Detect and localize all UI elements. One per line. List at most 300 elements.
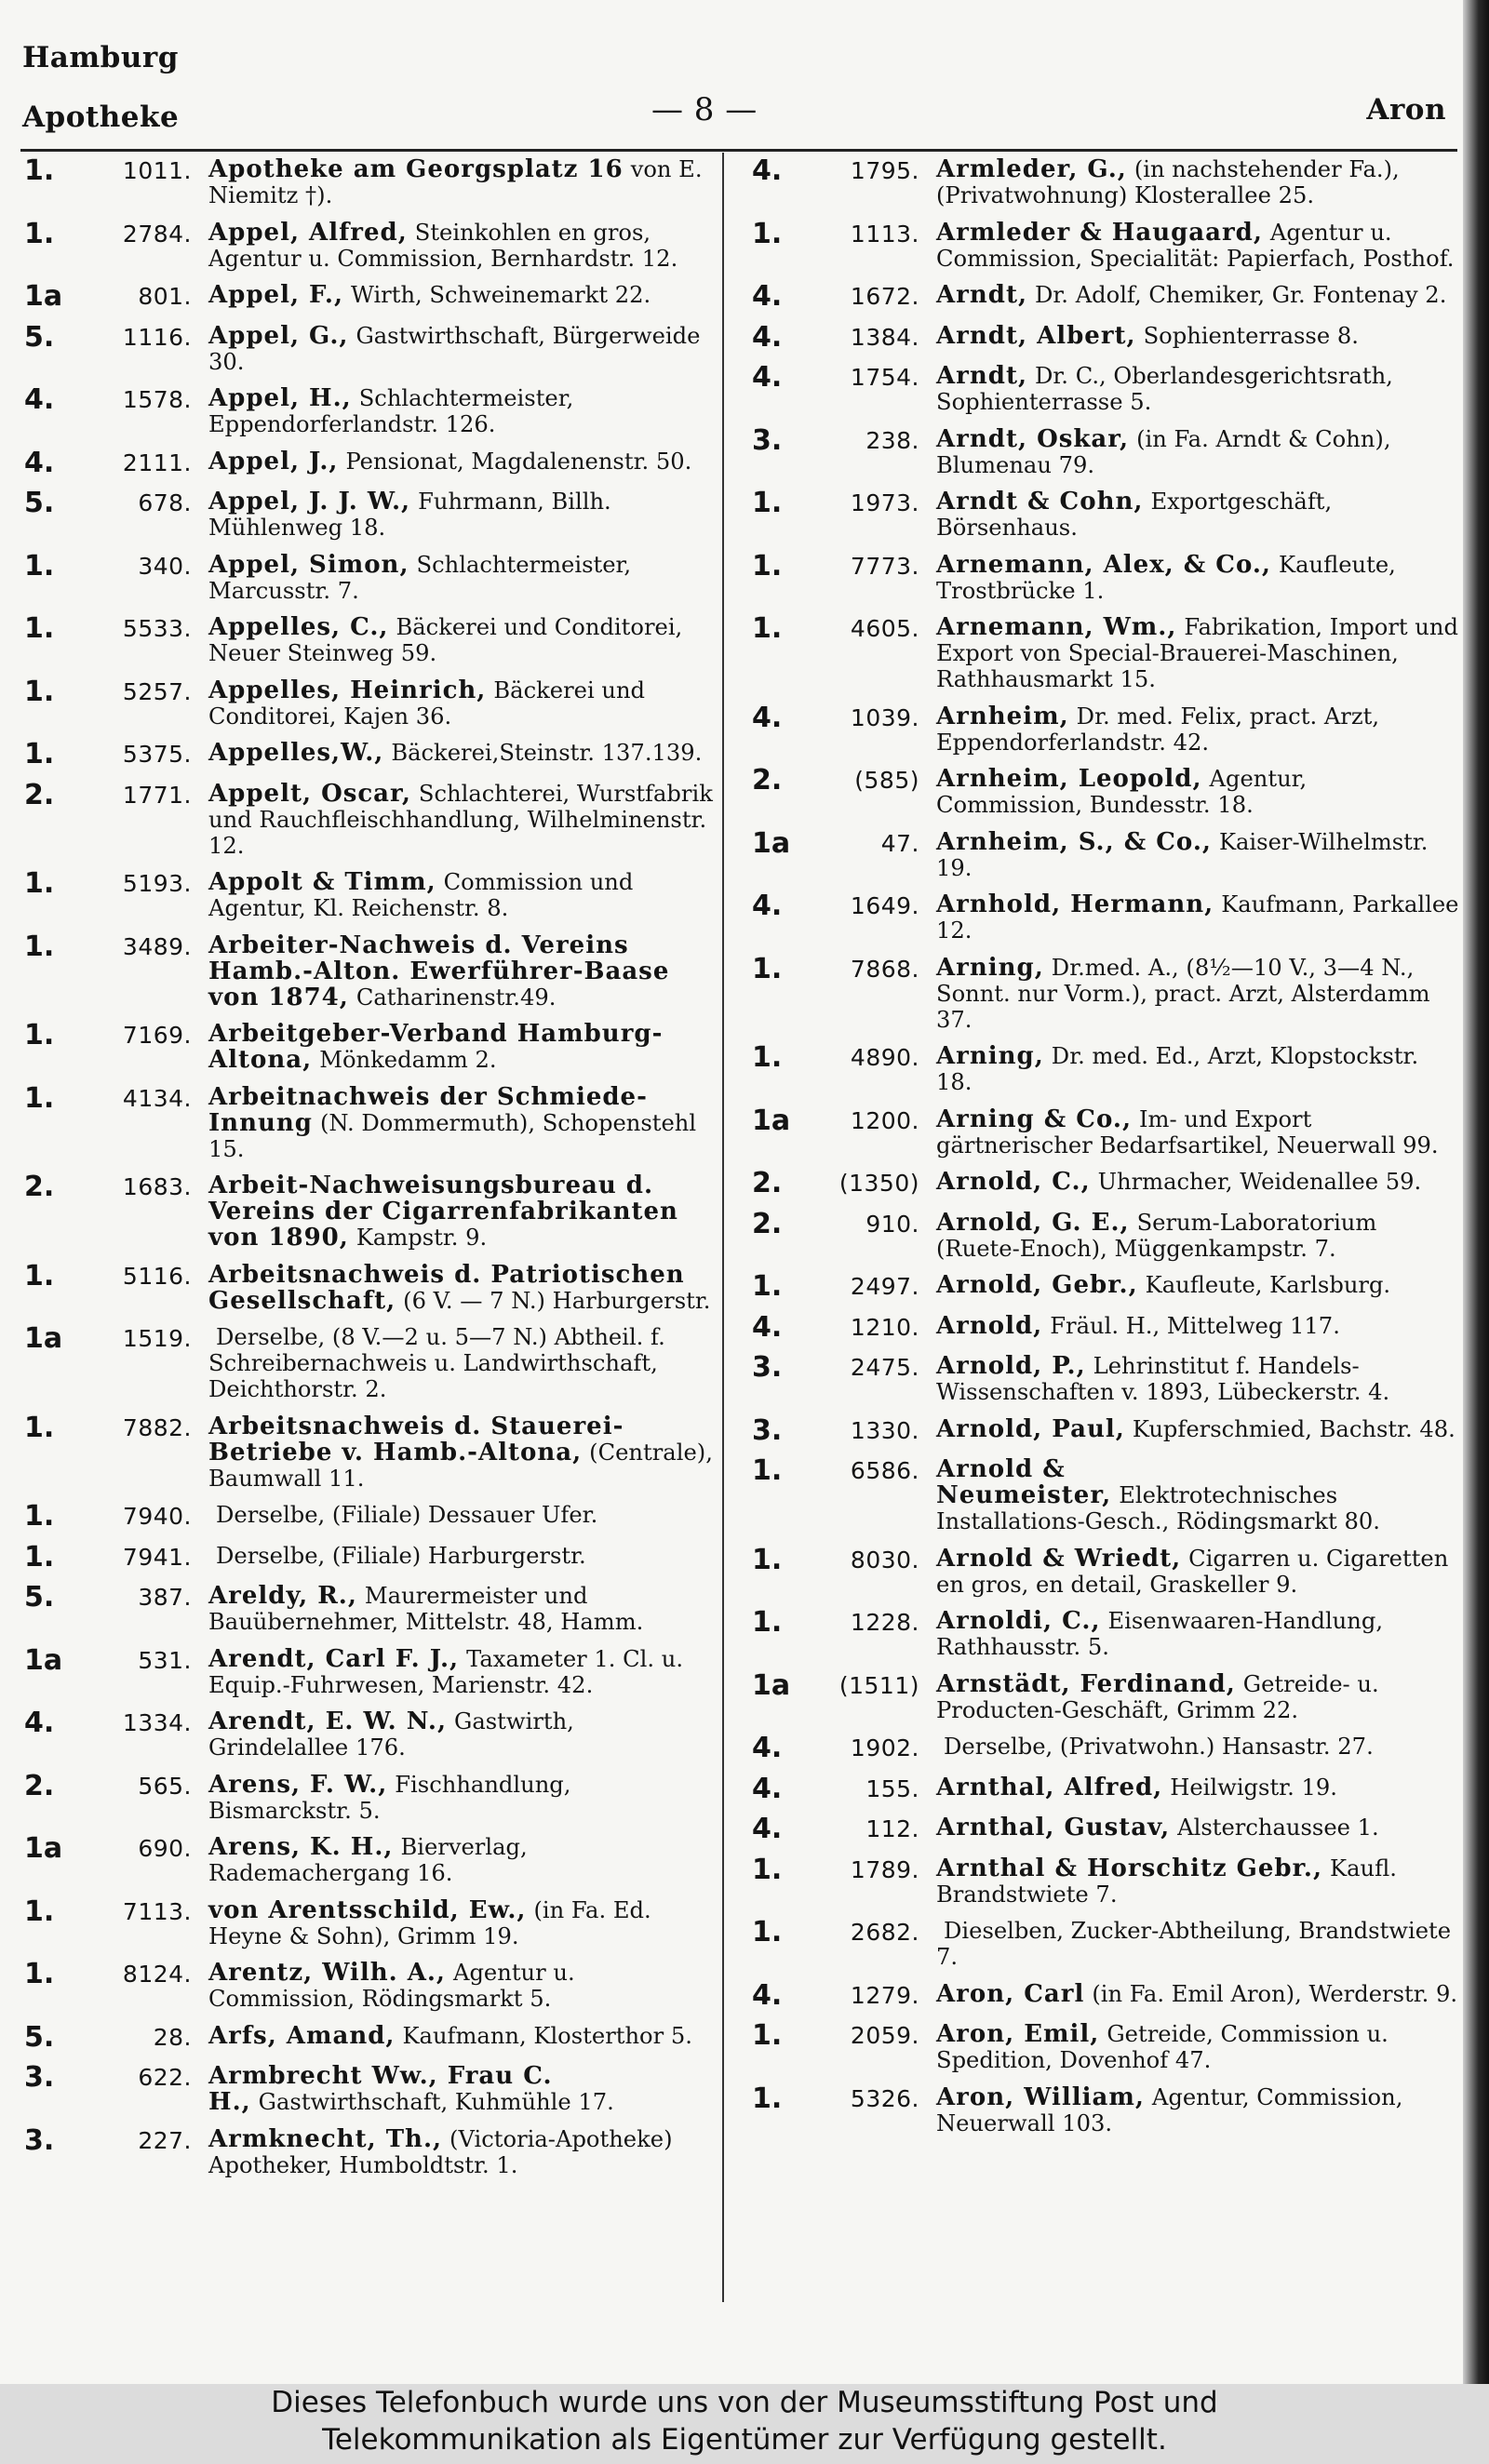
subscriber-details: Kaiser-Wilhelmstr. 19. — [936, 828, 1429, 881]
exchange-code: 4. — [24, 1707, 55, 1739]
subscriber-details: Kampstr. 9. — [355, 1225, 488, 1251]
subscriber-name: Arnold, P., — [936, 1352, 1086, 1380]
subscriber-name: Arbeitnachweis der Schmiede-Innung — [208, 1082, 648, 1137]
page-edge-shadow — [1463, 0, 1489, 2384]
phone-number: 4605. — [850, 615, 919, 642]
phone-number: 340. — [138, 552, 192, 580]
subscriber-name: Arbeitsnachweis d. Patriotischen Gesellschaft, — [208, 1260, 685, 1315]
subscriber-details: Bäckerei und Conditorei, Neuer Steinweg 59. — [208, 614, 683, 666]
entry-text — [932, 323, 1459, 349]
exchange-code: 4. — [24, 383, 55, 416]
directory-entry — [24, 1172, 718, 1251]
subscriber-name: Appel, G., — [208, 321, 349, 350]
directory-entry — [752, 1106, 1459, 1158]
entry-text — [205, 614, 718, 666]
subscriber-name: Arning, — [936, 1042, 1044, 1070]
subscriber-name: Arendt, E. W. N., — [208, 1707, 447, 1735]
exchange-code: 3. — [24, 2123, 55, 2157]
phone-number: 531. — [138, 1646, 192, 1674]
subscriber-name: Aron, Emil, — [936, 2020, 1100, 2048]
exchange-code: 5. — [24, 487, 55, 519]
directory-entry — [752, 1413, 1459, 1447]
subscriber-name: von Arentsschild, Ew., — [208, 1895, 527, 1924]
entry-text — [932, 489, 1459, 541]
subscriber-details: Steinkohlen en gros, Agentur u. Commission, Bernhardstr. 12. — [208, 219, 678, 272]
header-section: Apotheke — [22, 100, 180, 134]
subscriber-name: Appelt, Oscar, — [208, 779, 411, 808]
phone-number: 1578. — [122, 386, 192, 413]
subscriber-name: Appolt & Timm, — [208, 868, 436, 896]
entry-text — [205, 156, 718, 208]
phone-number: 4890. — [850, 1044, 919, 1071]
phone-number: 1039. — [850, 703, 919, 731]
directory-entry — [752, 363, 1459, 415]
exchange-code: 1a — [752, 826, 791, 860]
phone-number: 7940. — [122, 1503, 192, 1530]
subscriber-name: Arens, F. W., — [208, 1770, 388, 1799]
exchange-code: 2. — [24, 1769, 55, 1802]
subscriber-details: Kaufmann, Parkallee 12. — [936, 891, 1459, 944]
entry-text — [205, 220, 718, 272]
entry-text — [932, 1272, 1459, 1298]
subscriber-details: Heilwigstr. 19. — [1170, 1774, 1337, 1801]
exchange-code: 1. — [752, 612, 783, 645]
left-column — [24, 156, 718, 2189]
entry-text — [932, 766, 1459, 818]
footer-notice — [0, 2384, 1489, 2464]
phone-number: 8030. — [850, 1546, 919, 1573]
directory-entry — [752, 703, 1459, 756]
exchange-code: 1. — [752, 1270, 783, 1303]
subscriber-details: (in nachstehender Fa.), (Privatwohnung) Klosterallee 25. — [936, 156, 1400, 208]
subscriber-name: Arndt, — [936, 362, 1028, 390]
entry-text — [932, 1169, 1459, 1195]
subscriber-name: Arning & Co., — [936, 1105, 1132, 1133]
entry-text — [932, 829, 1459, 881]
directory-entry — [24, 1708, 718, 1761]
directory-entry — [24, 1324, 718, 1402]
subscriber-name: Arnemann, Wm., — [936, 613, 1177, 641]
phone-number: 1771. — [122, 781, 192, 809]
subscriber-details: Dr. med. Ed., Arzt, Klopstockstr. 18. — [936, 1043, 1419, 1095]
directory-entry — [24, 869, 718, 921]
exchange-code: 1. — [752, 1454, 783, 1487]
directory-entry — [752, 826, 1459, 881]
subscriber-name: Arnold & Wriedt, — [936, 1544, 1182, 1573]
entry-text — [205, 1084, 718, 1162]
subscriber-details: Maurermeister und Bauübernehmer, Mittelstr. 48, Hamm. — [208, 1583, 644, 1635]
subscriber-details: Schlachtermeister, Eppendorferlandstr. 126. — [208, 385, 574, 437]
entry-text — [205, 1960, 718, 2012]
entry-text — [205, 323, 718, 375]
subscriber-name: Armleder & Haugaard, — [936, 218, 1263, 247]
subscriber-details: Derselbe, (Privatwohn.) Hansastr. 27. — [944, 1734, 1374, 1760]
exchange-code: 1. — [24, 1259, 55, 1292]
exchange-code: 1. — [752, 952, 783, 985]
entry-text — [205, 1262, 718, 1314]
exchange-code: 5. — [24, 320, 55, 354]
subscriber-details: von E. Niemitz †). — [208, 156, 703, 208]
subscriber-details: Serum-Laboratorium (Ruete-Enoch), Müggenkampstr. 7. — [936, 1209, 1377, 1262]
phone-number: 1200. — [850, 1106, 919, 1134]
directory-entry — [752, 952, 1459, 1033]
directory-entry — [752, 891, 1459, 944]
subscriber-name: Arnold, — [936, 1311, 1043, 1340]
subscriber-name: Aron, William, — [936, 2082, 1145, 2111]
entry-text — [205, 2063, 718, 2115]
subscriber-details: (in Fa. Emil Aron), Werderstr. 9. — [1092, 1980, 1458, 2007]
entry-text — [205, 781, 718, 859]
subscriber-details: Uhrmacher, Weidenallee 59. — [1097, 1169, 1422, 1195]
exchange-code: 1a — [24, 1832, 63, 1865]
directory-entry — [24, 549, 718, 604]
entry-text — [205, 1502, 718, 1528]
exchange-code: 1. — [752, 487, 783, 519]
phone-number: 565. — [138, 1772, 192, 1800]
subscriber-name: Arnold, G. E., — [936, 1208, 1130, 1237]
directory-entry — [752, 1855, 1459, 1908]
entry-text — [932, 891, 1459, 944]
phone-number: 4134. — [122, 1084, 192, 1112]
exchange-code: 1. — [24, 1895, 55, 1928]
exchange-code: 4. — [752, 320, 783, 354]
entry-text — [205, 1583, 718, 1635]
phone-number: 5193. — [122, 870, 192, 897]
subscriber-details: Fischhandlung, Bismarckstr. 5. — [208, 1771, 571, 1824]
subscriber-details: Agentur, Commission, Bundesstr. 18. — [936, 766, 1308, 818]
entry-text — [932, 363, 1459, 415]
phone-number: 47. — [880, 829, 919, 857]
subscriber-name: Arndt, Oskar, — [936, 424, 1130, 453]
phone-number: 28. — [153, 2023, 192, 2051]
entry-text — [205, 1897, 718, 1949]
subscriber-details: Kaufmann, Klosterthor 5. — [402, 2022, 692, 2049]
phone-number: 5116. — [122, 1262, 192, 1290]
entry-text — [932, 703, 1459, 756]
entry-text — [932, 1734, 1459, 1760]
entry-text — [205, 1413, 718, 1492]
exchange-code: 1. — [24, 217, 55, 250]
entry-text — [205, 869, 718, 921]
phone-number: 1683. — [122, 1173, 192, 1200]
entry-text — [932, 1546, 1459, 1598]
directory-entry — [24, 2020, 718, 2054]
phone-number: 910. — [865, 1210, 919, 1238]
phone-number: 1228. — [850, 1609, 919, 1636]
directory-entry — [752, 1207, 1459, 1262]
subscriber-details: Fuhrmann, Billh. Mühlenweg 18. — [208, 489, 611, 541]
subscriber-details: Pensionat, Magdalenenstr. 50. — [345, 448, 692, 475]
subscriber-name: Appel, J., — [208, 447, 339, 475]
directory-entry — [752, 1918, 1459, 1970]
phone-number: 1279. — [850, 1981, 919, 2009]
subscriber-name: Appelles,W., — [208, 739, 384, 767]
right-column — [752, 156, 1459, 2147]
directory-entry — [24, 282, 718, 312]
phone-number: 2497. — [850, 1273, 919, 1300]
phone-number: 7773. — [850, 552, 919, 580]
directory-entry — [752, 766, 1459, 818]
directory-entry — [24, 156, 718, 208]
phone-number: 678. — [138, 489, 192, 516]
subscriber-name: Arnemann, Alex, & Co., — [936, 550, 1271, 579]
phone-number: 1902. — [850, 1734, 919, 1761]
phone-number: 1754. — [850, 364, 919, 391]
exchange-code: 1. — [752, 549, 783, 583]
exchange-code: 2. — [752, 764, 783, 797]
exchange-code: 1. — [24, 867, 55, 900]
subscriber-details: Sophienterrasse 8. — [1143, 322, 1359, 349]
exchange-code: 1. — [24, 1540, 55, 1573]
subscriber-details: Kupferschmied, Bachstr. 48. — [1132, 1415, 1455, 1442]
directory-entry — [752, 1456, 1459, 1534]
subscriber-details: (Centrale), Baumwall 11. — [208, 1439, 713, 1492]
subscriber-name: Armleder, G., — [936, 155, 1127, 183]
exchange-code: 4. — [752, 1813, 783, 1845]
directory-entry — [24, 1897, 718, 1949]
subscriber-details: Elektrotechnisches Installations-Gesch., Rödingsmarkt 80. — [936, 1482, 1380, 1534]
exchange-code: 2. — [24, 778, 55, 811]
phone-number: 2111. — [122, 449, 192, 476]
phone-number: 5533. — [122, 615, 192, 642]
entry-text — [932, 1918, 1459, 1970]
exchange-code: 1. — [752, 1916, 783, 1948]
subscriber-name: Appel, H., — [208, 384, 352, 412]
subscriber-name: Arndt & Cohn, — [936, 488, 1144, 516]
subscriber-details: Im- und Export gärtnerischer Bedarfsartikel, Neuerwall 99. — [936, 1105, 1439, 1158]
subscriber-name: Arfs, Amand, — [208, 2021, 396, 2050]
subscriber-details: Dr. Adolf, Chemiker, Gr. Fontenay 2. — [1035, 282, 1447, 308]
subscriber-details: Mönkedamm 2. — [319, 1047, 497, 1073]
phone-number: 1384. — [850, 323, 919, 351]
phone-number: 1011. — [122, 157, 192, 184]
directory-entry — [752, 1978, 1459, 2012]
phone-number: 112. — [865, 1815, 919, 1842]
exchange-code: 3. — [752, 423, 783, 457]
exchange-code: 4. — [752, 361, 783, 394]
subscriber-name: Arning, — [936, 953, 1044, 982]
directory-entry — [24, 2063, 718, 2115]
subscriber-details: Schlachtermeister, Marcusstr. 7. — [208, 551, 632, 604]
directory-entry — [24, 446, 718, 479]
subscriber-details: Dieselben, Zucker-Abtheilung, Brandstwiete 7. — [936, 1918, 1452, 1970]
subscriber-name: Arbeitsnachweis d. Stauerei-Betriebe v. Hamb.-Altona, — [208, 1412, 624, 1466]
subscriber-details: (N. Dommermuth), Schopenstehl 15. — [208, 1109, 697, 1162]
subscriber-name: Appelles, C., — [208, 613, 389, 641]
phone-number: 7113. — [122, 1897, 192, 1925]
entry-text — [932, 1671, 1459, 1723]
exchange-code: 1a — [752, 1668, 791, 1702]
column-divider — [722, 153, 724, 2302]
phone-number: 1519. — [122, 1325, 192, 1352]
phone-number: 1330. — [850, 1416, 919, 1444]
phone-number: 2784. — [122, 220, 192, 248]
phone-number: 227. — [138, 2126, 192, 2154]
subscriber-name: Arnold, Gebr., — [936, 1271, 1138, 1299]
subscriber-details: Schlachterei, Wurstfabrik und Rauchfleischhandlung, Wilhelminenstr. 12. — [208, 780, 713, 859]
subscriber-details: Catharinenstr.49. — [355, 984, 557, 1011]
entry-text — [932, 1456, 1459, 1534]
exchange-code: 2. — [752, 1207, 783, 1240]
entry-text — [205, 1172, 718, 1251]
phone-number: 1973. — [850, 489, 919, 516]
subscriber-name: Arnoldi, C., — [936, 1607, 1101, 1635]
subscriber-name: Apotheke am Georgsplatz 16 — [208, 155, 624, 183]
exchange-code: 5. — [24, 2020, 55, 2054]
entry-text — [932, 614, 1459, 692]
directory-entry — [24, 320, 718, 375]
directory-entry — [24, 932, 718, 1011]
entry-text — [932, 1774, 1459, 1801]
directory-entry — [752, 1353, 1459, 1405]
directory-entry — [24, 385, 718, 437]
subscriber-details: Bierverlag, Rademachergang 16. — [208, 1834, 528, 1886]
directory-entry — [752, 156, 1459, 208]
directory-entry — [24, 677, 718, 730]
subscriber-details: Wirth, Schweinemarkt 22. — [351, 282, 651, 308]
entry-text — [205, 552, 718, 604]
phone-number: 7941. — [122, 1543, 192, 1571]
subscriber-details: Gastwirthschaft, Kuhmühle 17. — [258, 2089, 614, 2115]
subscriber-details: Agentur, Commission, Neuerwall 103. — [936, 2083, 1403, 2136]
directory-entry — [752, 1815, 1459, 1844]
phone-number: 6586. — [850, 1457, 919, 1484]
entry-text — [205, 1708, 718, 1761]
subscriber-details: Derselbe, (8 V.—2 u. 5—7 N.) Abtheil. f. Schreibernachweis u. Landwirthschaft, Deichthorstr. 2. — [208, 1324, 665, 1402]
directory-entry — [752, 320, 1459, 354]
subscriber-name: Arnthal, Alfred, — [936, 1773, 1163, 1801]
exchange-code: 1a — [752, 1104, 791, 1137]
entry-text — [932, 220, 1459, 272]
entry-text — [932, 552, 1459, 604]
entry-text — [932, 955, 1459, 1033]
subscriber-details: Getreide, Commission u. Spedition, Dovenhof 47. — [936, 2021, 1388, 2073]
directory-entry — [752, 1543, 1459, 1598]
phone-number: 7868. — [850, 955, 919, 983]
directory-entry — [24, 217, 718, 272]
phone-number: 801. — [138, 283, 192, 310]
exchange-code: 3. — [752, 1413, 783, 1447]
directory-entry — [752, 1608, 1459, 1660]
phone-number: 1116. — [122, 323, 192, 351]
subscriber-details: Gastwirth, Grindelallee 176. — [208, 1708, 574, 1761]
phone-number: 622. — [138, 2064, 192, 2091]
phone-number: 1334. — [122, 1709, 192, 1736]
subscriber-name: Arnheim, S., & Co., — [936, 827, 1212, 856]
phone-number: 387. — [138, 1584, 192, 1611]
exchange-code: 4. — [752, 701, 783, 734]
subscriber-name: Appel, J. J. W., — [208, 488, 411, 516]
subscriber-name: Arentz, Wilh. A., — [208, 1959, 446, 1987]
exchange-code: 4. — [752, 1772, 783, 1805]
subscriber-details: (in Fa. Ed. Heyne & Sohn), Grimm 19. — [208, 1896, 651, 1949]
exchange-code: 1. — [24, 1081, 55, 1115]
subscriber-name: Appel, F., — [208, 281, 344, 309]
subscriber-name: Appel, Alfred, — [208, 218, 408, 247]
directory-entry — [24, 1540, 718, 1573]
subscriber-details: Lehrinstitut f. Handels-Wissenschaften v. 1893, Lübeckerstr. 4. — [936, 1353, 1390, 1405]
entry-text — [205, 1834, 718, 1886]
exchange-code: 1. — [752, 1041, 783, 1074]
phone-number: 5326. — [850, 2084, 919, 2112]
phone-number: 2682. — [850, 1919, 919, 1946]
entry-text — [205, 2023, 718, 2049]
exchange-code: 4. — [24, 446, 55, 479]
subscriber-details: Kaufleute, Karlsburg. — [1145, 1272, 1391, 1298]
phone-number: 7169. — [122, 1022, 192, 1049]
subscriber-details: Eisenwaaren-Handlung, Rathhausstr. 5. — [936, 1608, 1384, 1660]
phone-number: 1795. — [850, 157, 919, 184]
phone-number: 690. — [138, 1835, 192, 1862]
directory-entry — [752, 1169, 1459, 1199]
directory-entry — [752, 489, 1459, 541]
subscriber-details: (in Fa. Arndt & Cohn), Blumenau 79. — [936, 425, 1391, 478]
directory-entry — [24, 1259, 718, 1315]
phone-number: 238. — [865, 426, 919, 454]
directory-entry — [752, 217, 1459, 272]
entry-text — [932, 2084, 1459, 2136]
subscriber-name: Armbrecht Ww., Frau C. H., — [208, 2062, 553, 2116]
subscriber-name: Aron, Carl — [936, 1979, 1085, 2008]
entry-text — [932, 1210, 1459, 1262]
exchange-code: 1. — [752, 1543, 783, 1576]
phone-number: (585) — [854, 767, 919, 794]
subscriber-details: Gastwirthschaft, Bürgerweide 30. — [208, 322, 701, 375]
subscriber-name: Arens, K. H., — [208, 1833, 394, 1861]
subscriber-details: Dr.med. A., (8½—10 V., 3—4 N., Sonnt. nur Vorm.), pract. Arzt, Alsterdamm 37. — [936, 954, 1430, 1033]
subscriber-details: (Victoria-Apotheke) Apotheker, Humboldtstr. 1. — [208, 2125, 673, 2178]
exchange-code: 4. — [752, 1978, 783, 2012]
phone-number: 1210. — [850, 1313, 919, 1341]
phone-number: 5375. — [122, 741, 192, 768]
entry-text — [932, 282, 1459, 308]
directory-entry — [24, 1583, 718, 1635]
directory-entry — [24, 1834, 718, 1886]
footer-line-1: Dieses Telefonbuch wurde uns von der Museumsstiftung Post und — [271, 2386, 1218, 2419]
subscriber-name: Arndt, Albert, — [936, 321, 1136, 350]
phone-number: (1350) — [838, 1170, 919, 1197]
exchange-code: 4. — [752, 1310, 783, 1344]
subscriber-details: Alsterchaussee 1. — [1177, 1815, 1379, 1841]
subscriber-details: Getreide- u. Producten-Geschäft, Grimm 22. — [936, 1670, 1379, 1723]
subscriber-details: Derselbe, (Filiale) Harburgerstr. — [216, 1542, 586, 1569]
subscriber-name: Arndt, — [936, 281, 1028, 309]
header-rule — [20, 149, 1457, 152]
phone-number: 2059. — [850, 2022, 919, 2049]
subscriber-details: Agentur u. Commission, Specialität: Papierfach, Posthof. — [936, 219, 1455, 272]
exchange-code: 1. — [752, 217, 783, 250]
entry-text — [932, 1815, 1459, 1841]
directory-entry — [752, 1734, 1459, 1763]
entry-text — [932, 1043, 1459, 1095]
entry-text — [205, 1646, 718, 1698]
subscriber-name: Arnheim, Leopold, — [936, 765, 1202, 793]
subscriber-name: Appelles, Heinrich, — [208, 676, 487, 704]
phone-number: 1672. — [850, 283, 919, 310]
entry-text — [205, 1543, 718, 1569]
exchange-code: 4. — [752, 280, 783, 313]
directory-entry — [752, 549, 1459, 604]
subscriber-details: Cigarren u. Cigaretten en gros, en detail, Graskeller 9. — [936, 1545, 1449, 1598]
entry-text — [932, 1855, 1459, 1908]
footer-line-2: Telekommunikation als Eigentümer zur Verfügung gestellt. — [322, 2423, 1167, 2457]
entry-text — [932, 426, 1459, 478]
directory-entry — [24, 489, 718, 541]
subscriber-name: Arnstädt, Ferdinand, — [936, 1669, 1236, 1698]
exchange-code: 1. — [24, 154, 55, 187]
subscriber-name: Arnhold, Hermann, — [936, 891, 1214, 918]
subscriber-name: Armknecht, Th., — [208, 2124, 443, 2153]
